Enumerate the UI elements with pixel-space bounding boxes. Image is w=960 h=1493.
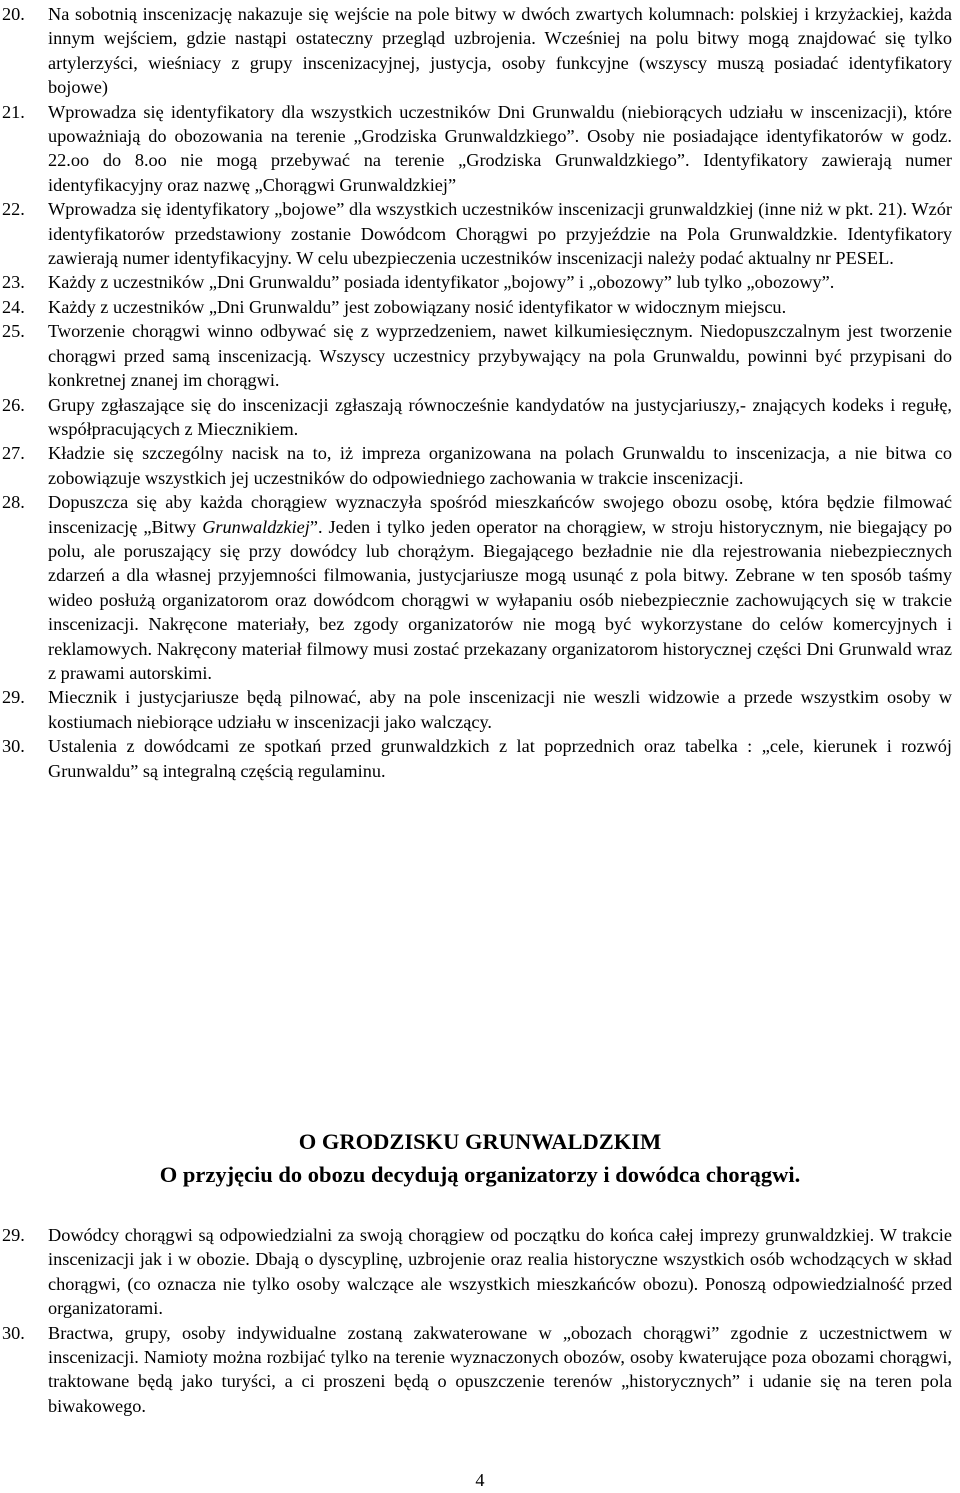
item-text: Grupy zgłaszające się do inscenizacji zgłaszają równocześnie kandydatów na justycjariuszy,- znających kodeks i regułę, współpracujących z Miecznikiem. — [48, 394, 952, 439]
item-text: Każdy z uczestników „Dni Grunwaldu” posiada identyfikator „bojowy” i „obozowy” lub tylko „obozowy”. — [48, 272, 835, 293]
item-text-part: Dopuszcza się aby każda chorągiew wyznaczyła spośród mieszkańców swojego obozu osobę, która będzie filmować inscenizację „Bitwy — [48, 492, 952, 537]
item-text: Dowódcy chorągwi są odpowiedzialni za swoją chorągiew od początku do końca całej imprezy grunwaldzkiej. W trakcie inscenizacji jak i w obozie. Dbają o dyscyplinę, uzbrojenie oraz realia historyczne wszystkich osób wchodzących w skład chorągwi, (co oznacza nie tylko osoby walczące ale wszystkich mieszkańców obozu). Ponoszą odpowiedzialność przed organizatorami. — [48, 1225, 952, 1319]
item-number: 22. — [2, 199, 25, 220]
list-item-26 — [0, 393, 956, 442]
item-text: Kładzie się szczególny nacisk na to, iż impreza organizowana na polach Grunwaldu to inscenizacja, a nie bitwa co zobowiązuje wszystkich jej uczestników do odpowiedniego zachowania w trakcie inscenizacji. — [48, 443, 952, 488]
item-number: 29. — [2, 687, 25, 708]
list-item-23 — [0, 270, 956, 294]
item-number: 20. — [2, 4, 25, 24]
list-item-28 — [0, 490, 956, 685]
list-item-25 — [0, 319, 956, 392]
list-item-30 — [0, 734, 956, 783]
numbered-list-grodzisko — [0, 1223, 956, 1418]
list-item-30-grodzisko — [0, 1321, 956, 1419]
list-item-29-grodzisko — [0, 1223, 956, 1321]
item-number: 23. — [2, 272, 25, 293]
item-number: 29. — [2, 1225, 25, 1245]
item-text: Wprowadza się identyfikatory dla wszystkich uczestników Dni Grunwaldu (niebiorących udziału w inscenizacji), które upoważniają do obozowania na terenie „Grodziska Grunwaldzkiego”. Osoby nie posiadające identyfikatorów w godz. 22.oo do 8.oo nie mogą przebywać na terenie „Grodziska Grunwaldzkiego”. Identyfikatory zawierają numer identyfikacyjny oraz nazwę „Chorągwi Grunwaldzkiej” — [48, 101, 952, 195]
item-number: 24. — [2, 296, 25, 317]
list-item-22 — [0, 197, 956, 270]
numbered-list-regulations — [0, 2, 956, 783]
item-text: Bractwa, grupy, osoby indywidualne zostaną zakwaterowane w „obozach chorągwi” zgodnie z uczestnictwem w inscenizacji. Namioty można rozbijać tylko na terenie wyznaczonych obozów, osoby kwaterujące poza obozami chorągwi, traktowane będą jako turyści, a ci proszeni będą o opuszczenie terenów „historycznych” i udanie się na teren pola biwakowego. — [48, 1322, 952, 1416]
item-number: 30. — [2, 1322, 25, 1343]
list-item-29 — [0, 685, 956, 734]
list-item-27 — [0, 441, 956, 490]
page-number: 4 — [475, 1470, 485, 1490]
item-text: Tworzenie chorągwi winno odbywać się z wyprzedzeniem, nawet kilkumiesięcznym. Niedopuszczalnym jest tworzenie chorągwi przed samą inscenizacją. Wszyscy uczestnicy przybywający na pola Grunwaldu, powinni być przypisani do konkretnej znanej im chorągwi. — [48, 321, 952, 391]
item-number: 30. — [2, 736, 25, 757]
item-text — [48, 492, 952, 683]
item-text: Ustalenia z dowódcami ze spotkań przed grunwaldzkich z lat poprzednich oraz tabelka : „cele, kierunek i rozwój Grunwaldu” są integralną częścią regulaminu. — [48, 736, 952, 781]
section-subheading: O przyjęciu do obozu decydują organizatorzy i dowódca chorągwi. — [159, 1162, 801, 1187]
list-item-24 — [0, 295, 956, 319]
item-number: 28. — [2, 492, 25, 513]
item-number: 21. — [2, 101, 25, 122]
item-text: Każdy z uczestników „Dni Grunwaldu” jest zobowiązany nosić identyfikator w widocznym miejscu. — [48, 296, 787, 317]
section-heading-block — [0, 1128, 960, 1189]
item-text: Miecznik i justycjariusze będą pilnować, aby na pole inscenizacji nie weszli widzowie a przede wszystkim osoby w kostiumach niebiorące udziału w inscenizacji jako walczący. — [48, 687, 952, 732]
list-item-21 — [0, 100, 956, 198]
item-number: 25. — [2, 321, 25, 342]
section-heading: O GRODZISKU GRUNWALDZKIM — [298, 1129, 662, 1154]
item-text: Wprowadza się identyfikatory „bojowe” dla wszystkich uczestników inscenizacji grunwaldzkiej (inne niż w pkt. 21). Wzór identyfikatorów przedstawiony zostanie Dowódcom Chorągwi po przyjeździe na Pola Grunwaldzkie. Identyfikatory zawierają numer identyfikacyjny. W celu ubezpieczenia uczestników inscenizacji należy podać aktualny nr PESEL. — [48, 199, 952, 269]
item-text: Na sobotnią inscenizację nakazuje się wejście na pole bitwy w dwóch zwartych kolumnach: polskiej i krzyżackiej, każda innym wejściem, gdzie nastąpi ostateczny przegląd uzbrojenia. Wcześniej na polu bitwy mogą znajdować się tylko artylerzyści, wieśniacy z grupy inscenizacyjnej, justycja, osoby funkcyjne (wszyscy muszą posiadać identyfikatory bojowe) — [48, 4, 952, 98]
list-item-20 — [0, 2, 956, 100]
item-number: 26. — [2, 394, 25, 415]
item-text-italic: Grunwaldzkiej — [202, 516, 310, 537]
item-number: 27. — [2, 443, 25, 464]
item-text-part: ”. Jeden i tylko jeden operator na chorągiew, w stroju historycznym, nie biegający po polu, ale poruszający się przy dowódcy lub chorążym. Biegającego bezładnie nie dla rejestrowania niebezpiecznych zdarzeń a dla własnej przyjemności filmowania, justycjariusze mogą usunąć z pola bitwy. Zebrane w ten sposób taśmy wideo posłużą organizatorom oraz dowódcom chorągwi w wyłapaniu osób niebezpiecznie zachowujących się w trakcie inscenizacji. Nakręcone materiały, bez zgody organizatorów nie mogą być wykorzystane do celów komercyjnych i reklamowych. Nakręcony materiał filmowy musi zostać przekazany organizatorom historycznej części Dni Grunwald wraz z prawami autorskimi. — [48, 516, 952, 683]
